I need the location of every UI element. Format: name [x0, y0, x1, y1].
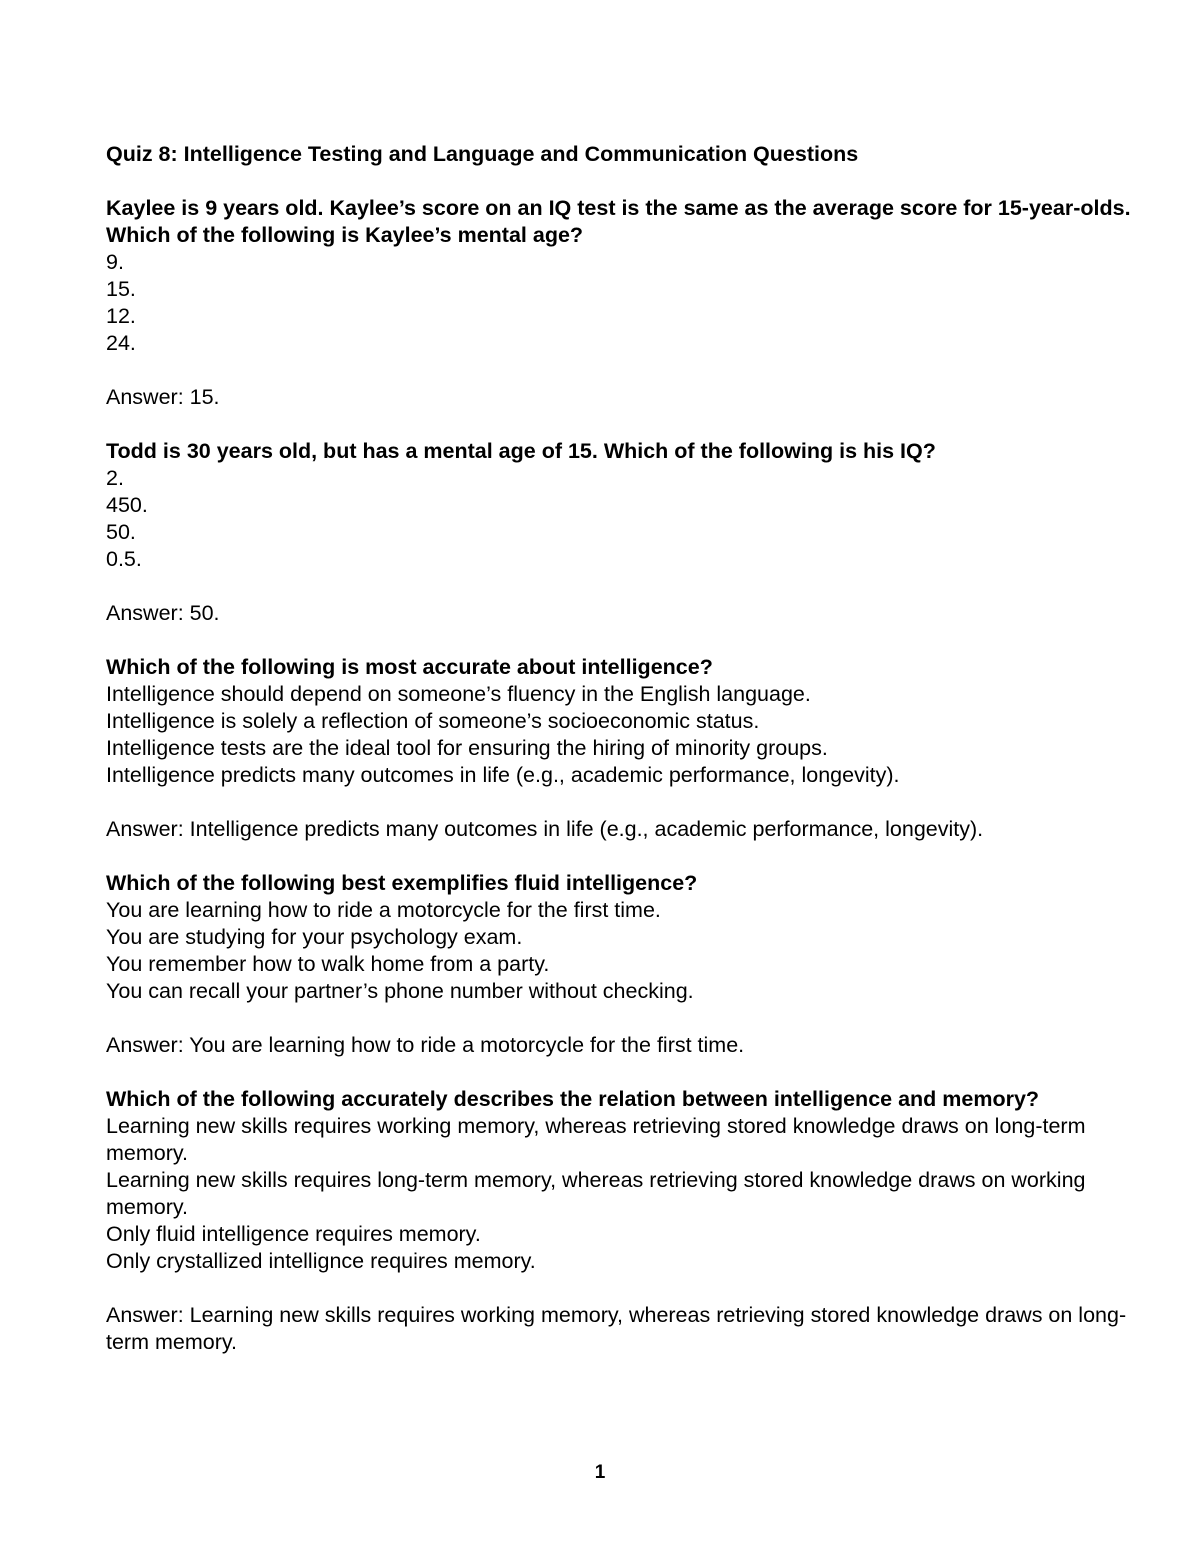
question-block — [106, 654, 1136, 843]
answer-key: Answer: Intelligence predicts many outcomes in life (e.g., academic performance, longevity). — [106, 817, 984, 841]
question-text: Which of the following best exemplifies fluid intelligence? — [106, 871, 698, 895]
answer-option: Intelligence predicts many outcomes in life (e.g., academic performance, longevity). — [106, 763, 900, 787]
answer-option: Intelligence tests are the ideal tool for ensuring the hiring of minority groups. — [106, 736, 828, 760]
question-text: Which of the following accurately describes the relation between intelligence and memory? — [106, 1087, 1040, 1111]
answer-key: Answer: 15. — [106, 385, 220, 409]
answer-option: 450. — [106, 493, 148, 517]
answer-option: 9. — [106, 250, 124, 274]
answer-option: Learning new skills requires long-term memory, whereas retrieving stored knowledge draws on working memory. — [106, 1168, 1086, 1219]
answer-option: 15. — [106, 277, 136, 301]
answer-option: You can recall your partner’s phone number without checking. — [106, 979, 694, 1003]
question-block — [106, 438, 1136, 627]
answer-option: Only fluid intelligence requires memory. — [106, 1222, 481, 1246]
answer-option: Intelligence should depend on someone’s fluency in the English language. — [106, 682, 811, 706]
answer-option: 50. — [106, 520, 136, 544]
answer-option: 12. — [106, 304, 136, 328]
answer-option: Only crystallized intellignce requires memory. — [106, 1249, 536, 1273]
answer-option: You are learning how to ride a motorcycle for the first time. — [106, 898, 661, 922]
answer-option: 2. — [106, 466, 124, 490]
answer-key: Answer: Learning new skills requires working memory, whereas retrieving stored knowledge draws on long-term memory. — [106, 1303, 1127, 1354]
question-text: Kaylee is 9 years old. Kaylee’s score on an IQ test is the same as the average score for 15-year-olds. Which of the following is Kaylee’s mental age? — [106, 196, 1131, 247]
answer-option: You are studying for your psychology exam. — [106, 925, 523, 949]
question-block — [106, 1086, 1136, 1356]
answer-option: Learning new skills requires working memory, whereas retrieving stored knowledge draws on long-term memory. — [106, 1114, 1086, 1165]
page-title: Quiz 8: Intelligence Testing and Language and Communication Questions — [106, 142, 859, 166]
page-number: 1 — [594, 1462, 606, 1483]
answer-option: 0.5. — [106, 547, 142, 571]
question-block — [106, 870, 1136, 1059]
question-text: Todd is 30 years old, but has a mental age of 15. Which of the following is his IQ? — [106, 439, 936, 463]
answer-key: Answer: 50. — [106, 601, 220, 625]
answer-option: 24. — [106, 331, 136, 355]
question-text: Which of the following is most accurate about intelligence? — [106, 655, 713, 679]
answer-key: Answer: You are learning how to ride a motorcycle for the first time. — [106, 1033, 745, 1057]
question-block — [106, 195, 1136, 411]
answer-option: Intelligence is solely a reflection of someone’s socioeconomic status. — [106, 709, 760, 733]
document-page — [106, 141, 1136, 1383]
answer-option: You remember how to walk home from a party. — [106, 952, 550, 976]
